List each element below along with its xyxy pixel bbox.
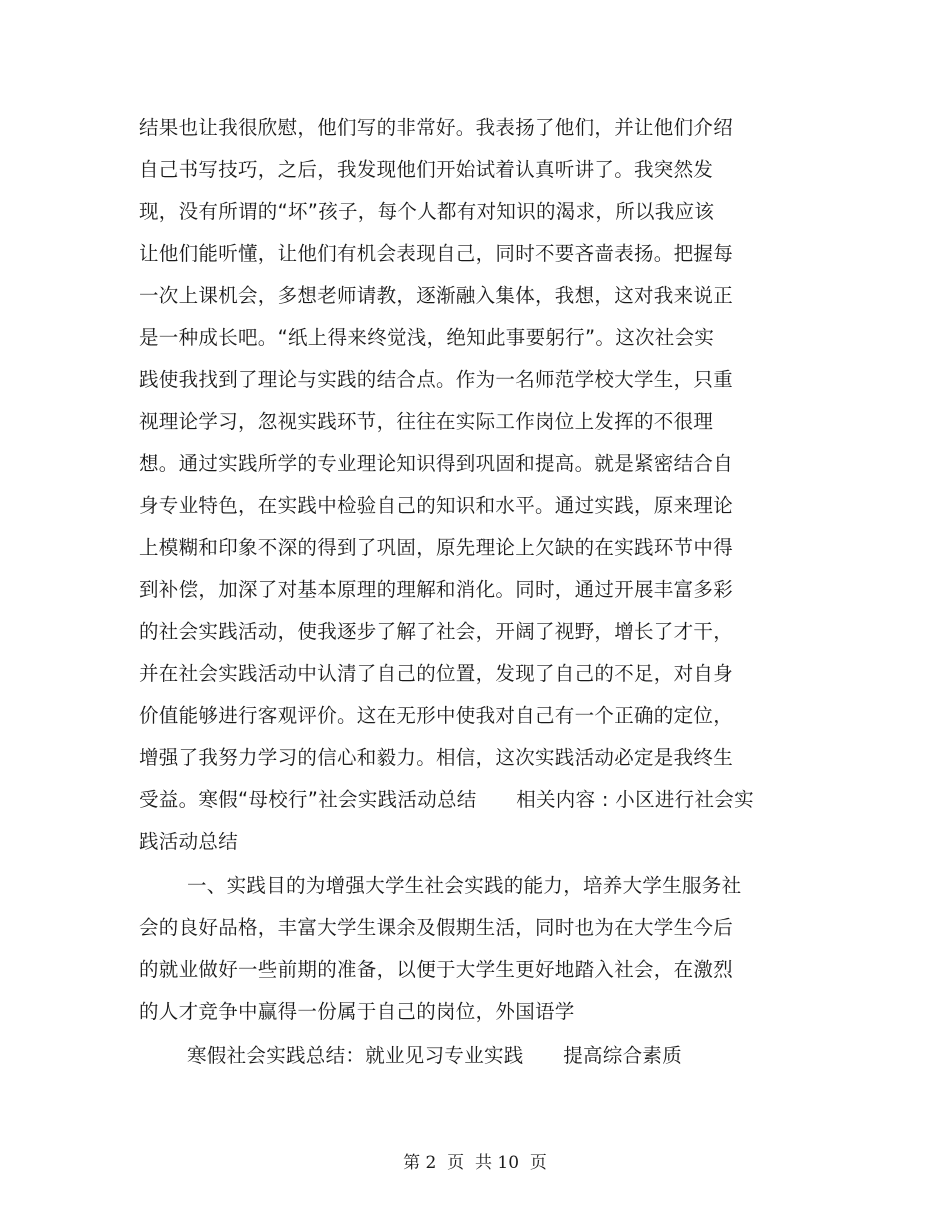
text-line: 增强了我努力学习的信心和毅力。相信，这次实践活动必定是我终生: [139, 746, 734, 769]
text-line: 会的良好品格，丰富大学生课余及假期生活，同时也为在大学生今后: [139, 916, 734, 939]
section-heading: 寒假社会实践总结：就业见习专业实践 提高综合素质: [187, 1044, 683, 1067]
text-line: 的人才竞争中赢得一份属于自己的岗位，外国语学: [139, 1000, 575, 1023]
text-line: 一、实践目的为增强大学生社会实践的能力，培养大学生服务社: [187, 874, 742, 897]
text-line: 践使我找到了理论与实践的结合点。作为一名师范学校大学生，只重: [139, 368, 734, 391]
text-line: 的社会实践活动，使我逐步了解了社会，开阔了视野，增长了才干，: [139, 620, 734, 643]
text-line: 现，没有所谓的“坏”孩子，每个人都有对知识的渴求，所以我应该: [139, 200, 715, 223]
text-line: 一次上课机会，多想老师请教，逐渐融入集体，我想，这对我来说正: [139, 284, 734, 307]
text-line: 让他们能听懂，让他们有机会表现自己，同时不要吝啬表扬。把握每: [139, 242, 734, 265]
text-line: 想。通过实践所学的专业理论知识得到巩固和提高。就是紧密结合自: [139, 452, 734, 475]
text-line: 结果也让我很欣慰，他们写的非常好。我表扬了他们，并让他们介绍: [139, 116, 734, 139]
text-line: 到补偿，加深了对基本原理的理解和消化。同时，通过开展丰富多彩: [139, 578, 734, 601]
text-line: 受益。寒假“母校行”社会实践活动总结 相关内容 : 小区进行社会实: [139, 788, 754, 811]
text-line: 上模糊和印象不深的得到了巩固，原先理论上欠缺的在实践环节中得: [139, 536, 734, 559]
text-line: 价值能够进行客观评价。这在无形中使我对自己有一个正确的定位，: [139, 704, 734, 727]
text-line: 践活动总结: [139, 830, 239, 853]
text-line: 身专业特色，在实践中检验自己的知识和水平。通过实践，原来理论: [139, 494, 734, 517]
text-line: 是一种成长吧。“纸上得来终觉浅，绝知此事要躬行”。这次社会实: [139, 326, 715, 349]
text-line: 自己书写技巧，之后，我发现他们开始试着认真听讲了。我突然发: [139, 158, 714, 181]
page-footer: 第 2 页 共 10 页: [403, 1153, 547, 1173]
text-line: 的就业做好一些前期的准备，以便于大学生更好地踏入社会，在激烈: [139, 958, 734, 981]
text-line: 视理论学习，忽视实践环节，往往在实际工作岗位上发挥的不很理: [139, 410, 714, 433]
text-line: 并在社会实践活动中认清了自己的位置，发现了自己的不足，对自身: [139, 662, 734, 685]
